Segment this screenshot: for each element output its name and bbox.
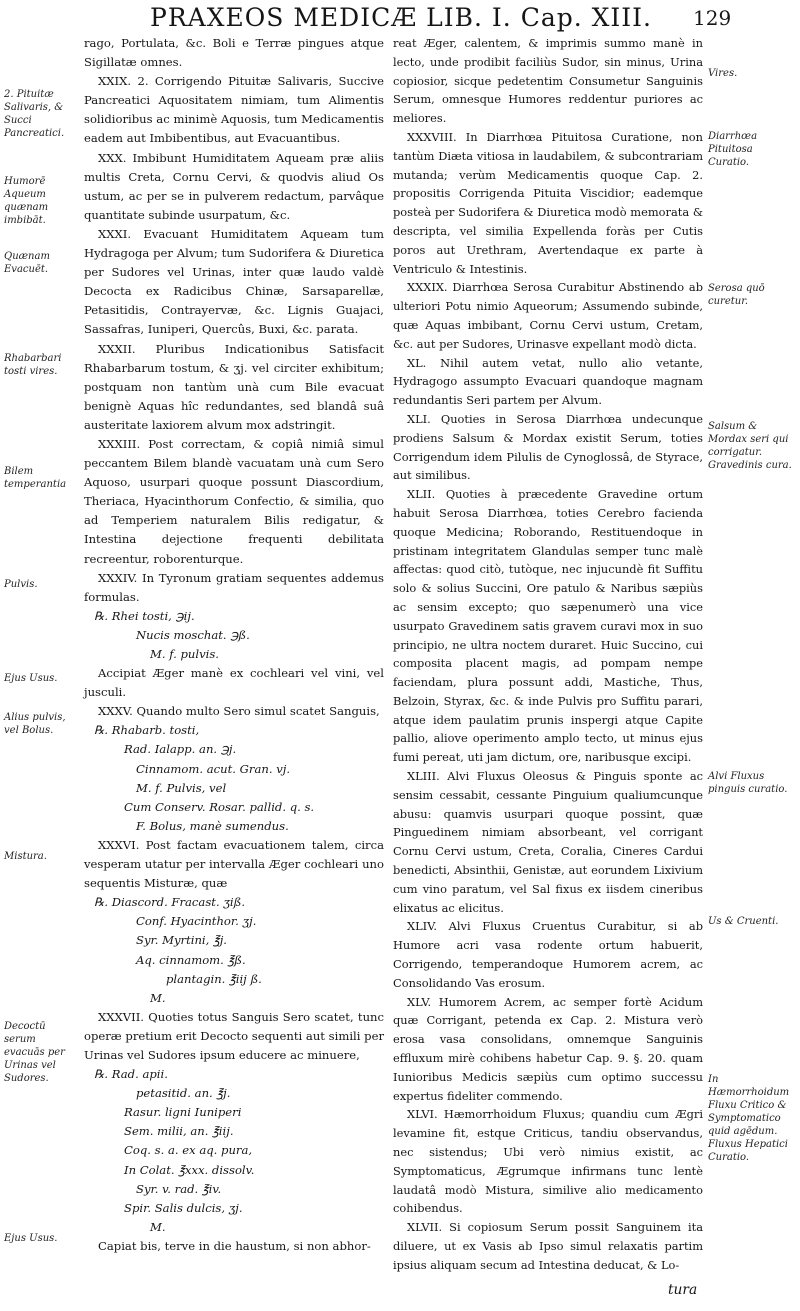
paragraph: XXXI. Evacuant Humiditatem Aqueam tum Hydragoga per Alvum; tum Sudorifera & Diuretica per Sudores vel Urinas, inter quæ laudo valdè Decocta ex Radicibus Chinæ, Sarsaparellæ, Petasitidis, Contrayervæ, &c. Lignis Guajaci, Sassafras, Iuniperi, Quercûs, Buxi, &c. parata. — [84, 226, 384, 337]
paragraph: XL. Nihil autem vetat, nullo alio vetante, Hydragogo assumpto Evacuari quandoque magnam redundantis Seri partem per Alvum. — [393, 355, 703, 408]
paragraph: XXXIV. In Tyronum gratiam sequentes addemus formulas. — [84, 570, 384, 604]
recipe-line: Aq. cinnamom. ℥ß. — [136, 952, 246, 967]
catchword: tura — [668, 1282, 698, 1298]
recipe-line: Coq. s. a. ex aq. pura, — [124, 1143, 253, 1158]
margin-note: Bilem temperantia — [4, 466, 67, 490]
margin-note: Vires. — [708, 68, 738, 79]
recipe-line: Sem. milii, an. ℥iij. — [124, 1124, 234, 1139]
paragraph: XXX. Imbibunt Humiditatem Aqueam præ aliis multis Creta, Cornu Cervi, & quodvis aliud Os ustum, ac per se in pulverem redactum, parvâque quantitate subinde usurpatum, &c. — [84, 150, 384, 222]
recipe-line: Conf. Hyacinthor. ʒj. — [136, 914, 257, 929]
recipe-line: Rasur. ligni Iuniperi — [124, 1105, 242, 1120]
recipe-decoction — [84, 1065, 384, 1237]
margin-note: Mistura. — [4, 851, 47, 862]
recipe-line: Syr. Myrtini, ℥j. — [136, 933, 227, 948]
paragraph: XLVII. Si copiosum Serum possit Sanguinem ita diluere, ut ex Vasis ab Ipso simul relaxatis partim ipsius aliquam secum ad Intestina deducat, & Lo- — [393, 1220, 703, 1272]
recipe-line: Syr. v. rad. ℥iv. — [136, 1181, 222, 1196]
recipe-line: ℞. Rad. apii. — [94, 1067, 168, 1082]
paragraph: XXXIX. Diarrhœa Serosa Curabitur Abstinendo ab ulteriori Potu nimio Aqueorum; Assumendo subinde, quæ Aquas imbibant, Cornu Cervi ustum, Cretam, &c. aut per Sudores, Urinasve expellant modò dicta. — [393, 280, 703, 351]
paragraph: XXIX. 2. Corrigendo Pituitæ Salivaris, Succive Pancreatici Aquositatem nimiam, tum Alimentis solidioribus ac minimè Aquosis, tum Medicamentis eadem aut Imbibentibus, aut Evacuantibus. — [84, 74, 384, 146]
paragraph: rago, Portulata, &c. Boli e Terræ pingues atque Sigillatæ omnes. — [84, 36, 384, 70]
recipe-mixture — [84, 893, 384, 1008]
margin-note: Ejus Usus. — [4, 673, 58, 684]
paragraph: XLIII. Alvi Fluxus Oleosus & Pinguis sponte ac sensim cessabit, cessante Pinguium qualiumcunque abusu: quamvis usurpari quoque possint, quæ Pinguedinem nimiam absorbeant, vel corrigant Cornu Cervi ustum, Creta, Coralia, Cineres Cardui benedicti, Absinthii, Genistæ, aut eorundem Lixivium cum vino paratum, vel Sal fixus ex iisdem cineribus elixatus ac elicitus. — [393, 769, 703, 915]
margin-note: Serosa quō curetur. — [708, 283, 765, 307]
recipe-line: M. — [150, 990, 166, 1005]
margin-note: Alius pulvis, vel Bolus. — [4, 712, 66, 736]
recipe-line: Spir. Salis dulcis, ʒj. — [124, 1200, 243, 1215]
page-number: 129 — [693, 6, 732, 30]
recipe-line: petasitid. an. ℥j. — [136, 1086, 231, 1101]
right-text-column — [393, 34, 703, 1275]
running-title: PRAXEOS MEDICÆ LIB. I. Cap. XIII. — [150, 3, 652, 32]
paragraph: XXXII. Pluribus Indicationibus Satisfacit Rhabarbarum tostum, & ʒj. vel circiter exhibitum; postquam non tantùm unà cum Bile evacuat benignè Aquas hîc redundantes, sed blandâ suâ austeritate laxiorem alvum mox adstringit. — [84, 341, 384, 432]
recipe-line: plantagin. ℥iij ß. — [166, 971, 262, 986]
margin-note: Diarrhœa Pituitosa Curatio. — [708, 131, 758, 168]
recipe-line: M. — [150, 1219, 166, 1234]
left-text-column — [84, 34, 384, 1256]
margin-note: Pulvis. — [4, 579, 38, 590]
recipe-line: Nucis moschat. ℈ß. — [136, 627, 250, 642]
paragraph: XXXVI. Post factam evacuationem talem, circa vesperam utatur per intervalla Æger cochleari uno sequentis Misturæ, quæ — [84, 837, 384, 891]
recipe-line: In Colat. ℥xxx. dissolv. — [124, 1162, 255, 1177]
recipe-line: ℞. Diascord. Fracast. ʒiß. — [94, 895, 246, 910]
recipe-line: M. f. Pulvis, vel — [136, 780, 227, 795]
margin-note: Rhabarbari tosti vires. — [4, 353, 62, 377]
paragraph: Accipiat Æger manè ex cochleari vel vini, vel jusculi. — [84, 666, 384, 700]
paragraph: XXXVIII. In Diarrhœa Pituitosa Curatione, non tantùm Diæta vitiosa in laudabilem, & subcontrariam mutanda; verùm Medicamentis quoque Cap. 2. propositis Corrigenda Pituita Viscidior; eademque posteà per Sudorifera & Diuretica modò memorata & descripta, vel similia Expellenda foràs per Cutis poros aut Urethram, Avertendaque ex parte à Ventriculo & Intestinis. — [393, 129, 703, 276]
paragraph: XXXVII. Quoties totus Sanguis Sero scatet, tunc operæ pretium erit Decocto sequenti aut simili per Urinas vel Sudores ipsum educere ac minuere, — [84, 1009, 384, 1062]
paragraph: XLVI. Hæmorrhoidum Fluxus; quandiu cum Ægri levamine fit, estque Criticus, tandiu observandus, nec sistendus; Ubi verò nimius existit, ac Symptomaticus, Ægrumque infirmans tunc lentè laudatâ modò Mistura, similive alio medicamento cohibendus. — [393, 1107, 703, 1216]
margin-note: Us & Cruenti. — [708, 916, 779, 927]
recipe-line: Cum Conserv. Rosar. pallid. q. s. — [124, 799, 315, 814]
paragraph: XXXIII. Post correctam, & copiâ nimiâ simul peccantem Bilem blandè vacuatam unà cum Sero Aquoso, usurpari quoque possunt Diascordium, Theriaca, Hyacinthorum Confectio, & similia, quo ad Temperiem naturalem Bilis redigatur, & Intestina dejectione frequenti debilitata recreentur, roborenturque. — [84, 436, 384, 566]
recipe-line: F. Bolus, manè sumendus. — [136, 818, 289, 833]
recipe-line: Cinnamom. acut. Gran. vj. — [136, 761, 291, 776]
margin-note: Salsum & Mordax seri qui corrigatur. Gravedinis cura. — [708, 421, 792, 471]
recipe-line: ℞. Rhei tosti, ℈ij. — [94, 608, 195, 623]
margin-note: Quænam Evacuēt. — [4, 251, 50, 275]
paragraph: Capiat bis, terve in die haustum, si non abhor- — [98, 1238, 371, 1253]
paragraph: XLII. Quoties à præcedente Gravedine ortum habuit Serosa Diarrhœa, toties Cerebro facienda quoque Medicina; Roborando, Restituendoque in pristinam integritatem Glandulas semper tunc malè affectas: quod citò, tutòque, nec injucundè fit Suffitu solo & solius Succini, Ore patulo & Naribus sæpiùs ac sensim excepto; quo sæpenumerò una vice usurpato Gravedinem satis gravem curavi mox in suo principio, ne ultra noctem duraret. Huic Succino, cui composita placent magis, ad pompam nempe faciendam, plura possunt addi, Mastiche, Thus, Belzoin, Styrax, &c. & inde Pulvis pro Suffitu parari, atque idem paulatim prunis inspergi atque Capite pallio, aliove operimento amplo tecto, ut minus ejus fumi pereat, uti jam dictum, ore, naribusque excipi. — [393, 487, 703, 765]
margin-note: Ejus Usus. — [4, 1233, 58, 1244]
margin-note: Humorē Aqueum quænam imbibāt. — [4, 176, 49, 226]
margin-note: Alvi Fluxus pinguis curatio. — [708, 771, 788, 795]
recipe-powder — [84, 607, 384, 664]
recipe-line: M. f. pulvis. — [150, 647, 219, 661]
margin-note: In Hæmorrhoidum Fluxu Critico & Symptomatico quid agēdum. Fluxus Hepatici Curatio. — [708, 1074, 790, 1163]
paragraph: XLV. Humorem Acrem, ac semper fortè Acidum quæ Corrigant, petenda ex Cap. 2. Mistura verò erosa vasa consolidans, omnemque Sanguinis effluxum mirè cohibens habetur Cap. 9. §. 20. quam Iunioribus Medicis sæpiùs cum optimo successu expertus fideliter commendo. — [393, 994, 703, 1103]
recipe-line: Rad. Ialapp. an. ℈j. — [124, 742, 237, 757]
recipe-bolus — [84, 721, 384, 836]
paragraph: XXXV. Quando multo Sero simul scatet Sanguis, — [98, 704, 380, 719]
paragraph: XLIV. Alvi Fluxus Cruentus Curabitur, si ab Humore acri vasa rodente ortum habuerit, Corrigendo, temperandoque Humorem acrem, ac Consolidando Vas erosum. — [393, 919, 703, 990]
margin-note: 2. Pituitæ Salivaris, & Succi Pancreatici. — [4, 89, 65, 139]
recipe-line: ℞. Rhabarb. tosti, — [94, 723, 200, 738]
paragraph: reat Æger, calentem, & imprimis summo manè in lecto, unde prodibit faciliùs Sudor, sin minus, Urina copiosior, sicque pedetentim Consumetur Sanguinis Serum, omnesque Humores reddentur puriores ac meliores. — [393, 36, 703, 126]
margin-note: Decoctū serum evacuās per Urinas vel Sudores. — [4, 1021, 65, 1084]
paragraph: XLI. Quoties in Serosa Diarrhœa undecunque prodiens Salsum & Mordax existit Serum, toties Corrigendum idem Pilulis de Cynoglossâ, de Styrace, aut similibus. — [393, 411, 703, 483]
